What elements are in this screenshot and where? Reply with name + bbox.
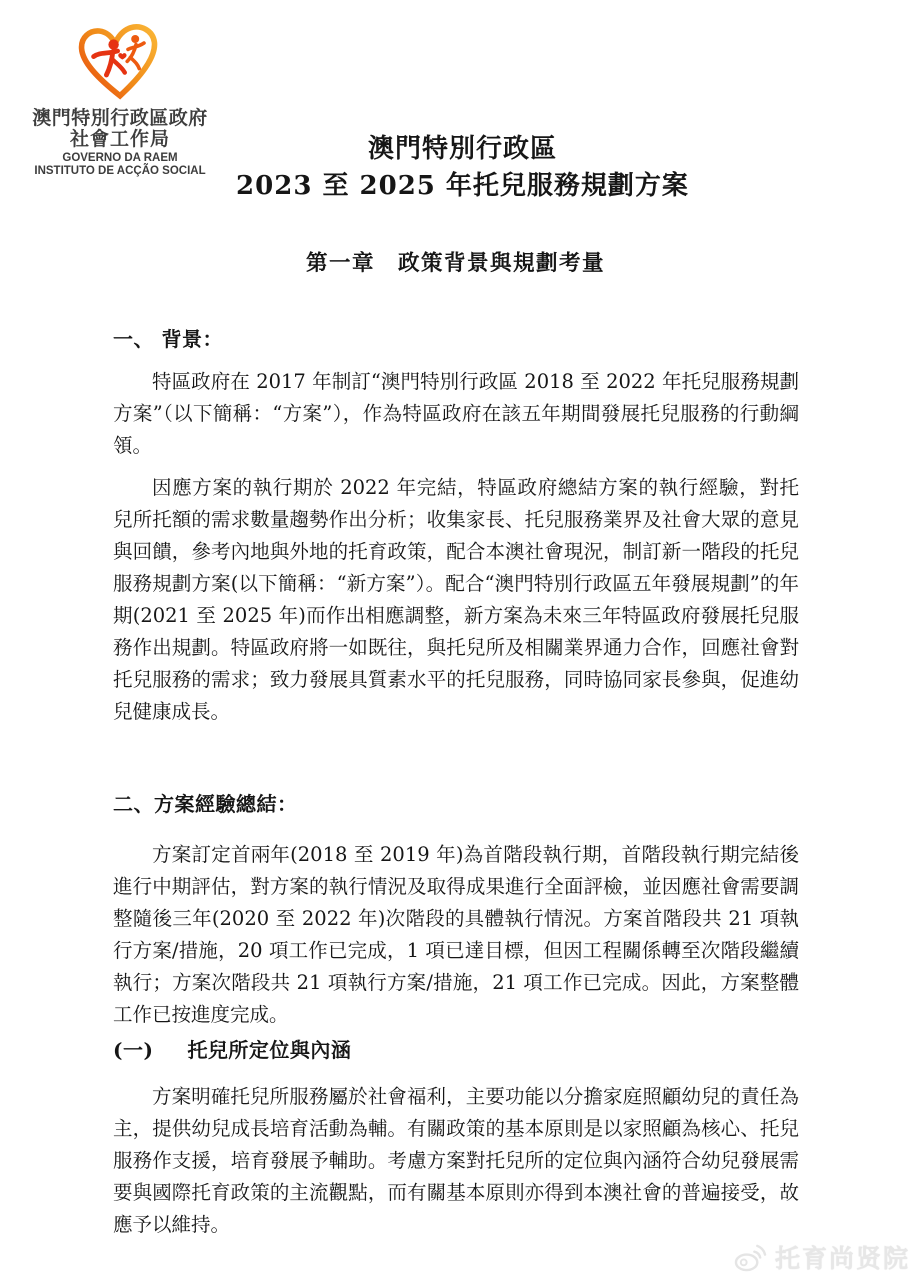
watermark-text: 托育尚贤院 — [775, 1245, 911, 1273]
document-body — [113, 324, 799, 1241]
subsection-1-heading — [113, 1035, 799, 1065]
paragraph: 特區政府在 2017 年制訂“澳門特別行政區 2018 至 2022 年托兒服務規劃方案”（以下簡稱：“方案”），作為特區政府在該五年期間發展托兒服務的行動綱領。 — [113, 370, 799, 457]
weibo-icon — [733, 1242, 768, 1273]
document-title — [0, 131, 911, 205]
section-2-heading: 二、方案經驗總結： — [113, 792, 298, 816]
agency-name-zh-line1: 澳門特別行政區政府 — [32, 108, 208, 129]
subsection-title: 托兒所定位與內涵 — [187, 1038, 352, 1062]
chapter-heading: 第一章 政策背景與規劃考量 — [305, 251, 605, 276]
agency-name-pt-line2: INSTITUTO DE ACÇÃO SOCIAL — [34, 164, 206, 177]
paragraph: 因應方案的執行期於 2022 年完結，特區政府總結方案的執行經驗，對托兒所托額的需求數量趨勢作出分析；收集家長、托兒服務業界及社會大眾的意見與回饋，參考內地與外地的托育政策，配合本澳社會現況，制訂新一階段的托兒服務規劃方案(以下簡稱：“新方案”）。配合“澳門特別行政區五年發展規劃”的年期(2021 至 2025 年)而作出相應調整，新方案為未來三年特區政府發展托兒服務作出規劃。特區政府將一如既往，與托兒所及相關業界通力合作，回應社會對托兒服務的需求；致力發展具質素水平的托兒服務，同時協同家長參與，促進幼兒健康成長。 — [113, 476, 799, 723]
agency-name-zh-line2: 社會工作局 — [69, 129, 170, 150]
section-1-heading: 一、 背景： — [113, 327, 223, 351]
paragraph: 方案明確托兒所服務屬於社會福利，主要功能以分擔家庭照顧幼兒的責任為主，提供幼兒成長培育活動為輔。有關政策的基本原則是以家照顧為核心、托兒服務作支援，培育發展予輔助。考慮方案對托兒所的定位與內涵符合幼兒發展需要與國際托育政策的主流觀點，而有關基本原則亦得到本澳社會的普遍接受，故應予以維持。 — [113, 1085, 799, 1236]
heart-logo-icon — [72, 22, 168, 104]
subsection-number: (一) — [113, 1038, 154, 1062]
document-title-line2: 2023 至 2025 年托兒服務規劃方案 — [236, 171, 689, 201]
watermark — [733, 1239, 910, 1275]
paragraph: 方案訂定首兩年(2018 至 2019 年)為首階段執行期，首階段執行期完結後進行中期評估，對方案的執行情況及取得成果進行全面評檢，並因應社會需要調整隨後三年(2020 至 2022 年)次階段的具體執行情況。方案首階段共 21 項執行方案/措施，20 項工作已完成，1 項已達目標，但因工程關係轉至次階段繼續執行；方案次階段共 21 項執行方案/措施，21 項工作已完成。因此，方案整體工作已按進度完成。 — [113, 843, 799, 1026]
agency-name-pt-line1: GOVERNO DA RAEM — [62, 152, 178, 164]
document-title-line1: 澳門特別行政區 — [367, 134, 557, 164]
